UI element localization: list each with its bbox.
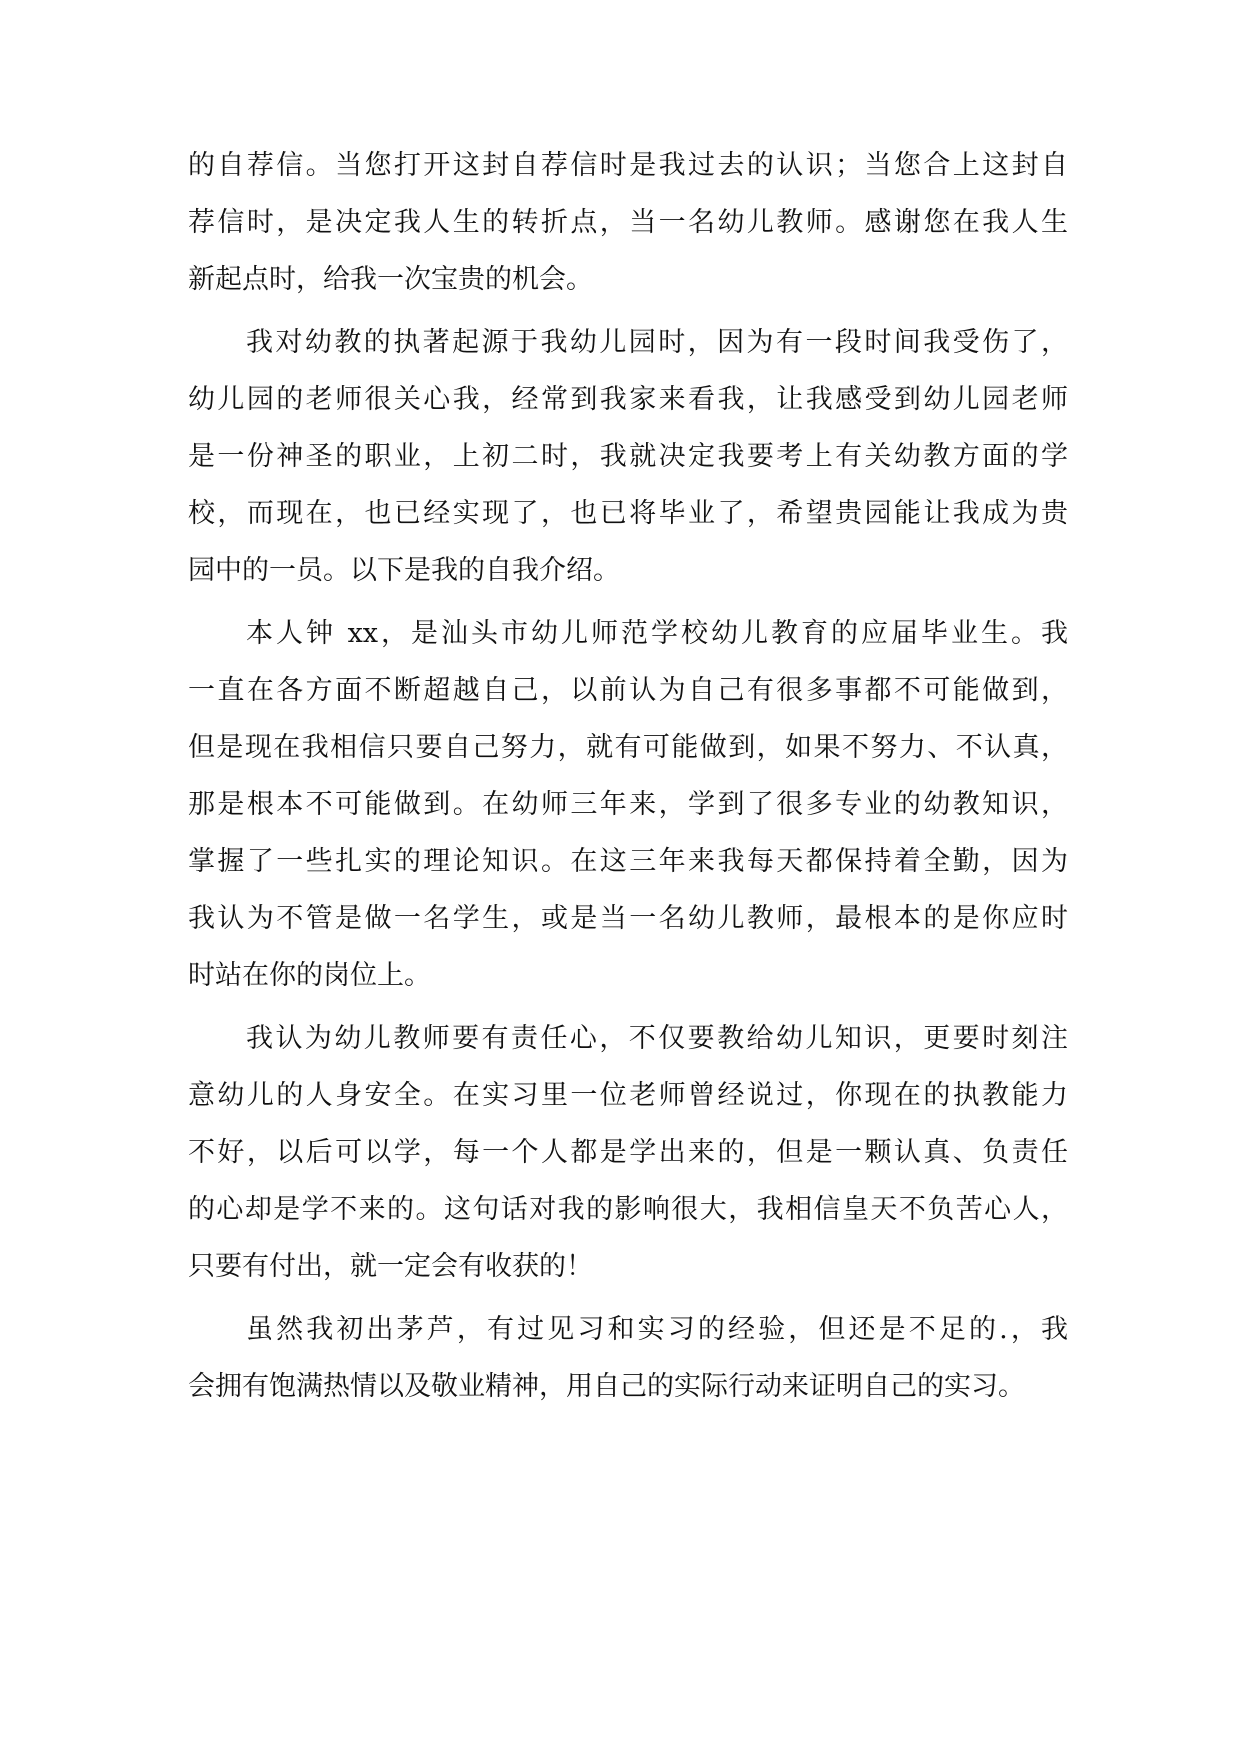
- paragraph-5-line-2: 会拥有饱满热情以及敬业精神，用自己的实际行动来证明自己的实习。: [188, 1371, 1025, 1402]
- paragraph-2-line-3: 是一份神圣的职业，上初二时，我就决定我要考上有关幼教方面的学: [188, 441, 1068, 472]
- paragraph-2-line-2: 幼儿园的老师很关心我，经常到我家来看我，让我感受到幼儿园老师: [188, 384, 1068, 415]
- paragraph-2-line-4: 校，而现在，也已经实现了，也已将毕业了，希望贵园能让我成为贵: [188, 498, 1068, 529]
- paragraph-3-line-5: 掌握了一些扎实的理论知识。在这三年来我每天都保持着全勤，因为: [188, 846, 1068, 877]
- paragraph-4-line-2: 意幼儿的人身安全。在实习里一位老师曾经说过，你现在的执教能力: [188, 1080, 1068, 1111]
- paragraph-4-line-1: 我认为幼儿教师要有责任心，不仅要教给幼儿知识，更要时刻注: [246, 1023, 1068, 1054]
- paragraph-3-line-6: 我认为不管是做一名学生，或是当一名幼儿教师，最根本的是你应时: [188, 903, 1068, 934]
- paragraph-3-line-3: 但是现在我相信只要自己努力，就有可能做到，如果不努力、不认真，: [188, 732, 1068, 763]
- paragraph-2-line-5: 园中的一员。以下是我的自我介绍。: [188, 555, 620, 586]
- paragraph-4-line-5: 只要有付出，就一定会有收获的！: [188, 1251, 593, 1282]
- paragraph-1-line-3: 新起点时，给我一次宝贵的机会。: [188, 264, 593, 295]
- paragraph-3-line-2: 一直在各方面不断超越自己，以前认为自己有很多事都不可能做到，: [188, 675, 1068, 706]
- paragraph-3-line-7: 时站在你的岗位上。: [188, 960, 431, 991]
- paragraph-3-line-4: 那是根本不可能做到。在幼师三年来，学到了很多专业的幼教知识，: [188, 789, 1068, 820]
- paragraph-1-line-1: 的自荐信。当您打开这封自荐信时是我过去的认识；当您合上这封自: [188, 150, 1068, 181]
- paragraph-4-line-4: 的心却是学不来的。这句话对我的影响很大，我相信皇天不负苦心人，: [188, 1194, 1068, 1225]
- paragraph-5-line-1: 虽然我初出茅芦，有过见习和实习的经验，但还是不足的.，我: [246, 1314, 1068, 1345]
- paragraph-4-line-3: 不好，以后可以学，每一个人都是学出来的，但是一颗认真、负责任: [188, 1137, 1068, 1168]
- paragraph-3-line-1: 本人钟 xx，是汕头市幼儿师范学校幼儿教育的应届毕业生。我: [246, 618, 1068, 649]
- paragraph-2-line-1: 我对幼教的执著起源于我幼儿园时，因为有一段时间我受伤了，: [246, 327, 1068, 358]
- paragraph-1-line-2: 荐信时，是决定我人生的转折点，当一名幼儿教师。感谢您在我人生: [188, 207, 1068, 238]
